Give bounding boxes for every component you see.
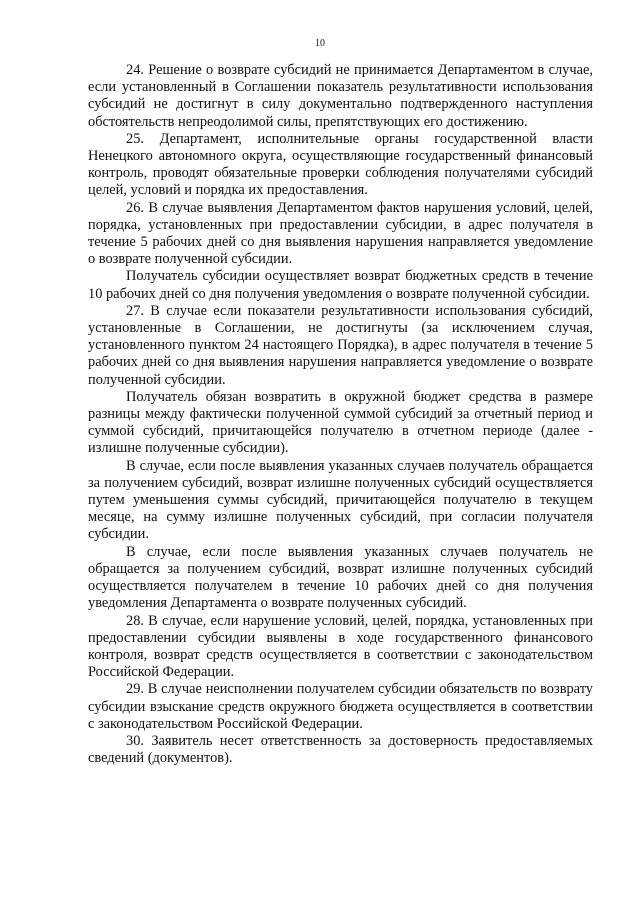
- document-body: [88, 62, 593, 767]
- paragraph-27: 27. В случае если показатели результативности использования субсидий, установленные в Соглашении, не достигнуты (за исключением случая, установленного пунктом 24 настоящего Порядка), в адрес получателя в течение 5 рабочих дней со дня выявления нарушения направляется уведомление о возврате полученной субсидии.: [88, 302, 593, 388]
- paragraph-27-case-applies: В случае, если после выявления указанных случаев получатель обращается за получением субсидий, возврат излишне полученных субсидий осуществляется путем уменьшения суммы субсидий, причитающейся получателю в текущем месяце, на сумму излишне полученных субсидий, при согласии получателя субсидии.: [88, 457, 593, 543]
- paragraph-24: 24. Решение о возврате субсидий не принимается Департаментом в случае, если установленный в Соглашении показатель результативности использования субсидий не достигнут в силу документально подтвержденного наступления обстоятельств непреодолимой силы, препятствующих его достижению.: [88, 62, 593, 130]
- paragraph-30: 30. Заявитель несет ответственность за достоверность предоставляемых сведений (документов).: [88, 732, 593, 767]
- paragraph-25: 25. Департамент, исполнительные органы государственной власти Ненецкого автономного округа, осуществляющие государственный финансовый контроль, проводят обязательные проверки соблюдения получателями субсидий целей, условий и порядка их предоставления.: [88, 130, 593, 199]
- paragraph-28: 28. В случае, если нарушение условий, целей, порядка, установленных при предоставлении субсидии выявлены в ходе государственного финансового контроля, возврат средств осуществляется в соответствии с законодательством Российской Федерации.: [88, 612, 593, 681]
- paragraph-27-case-not-applies: В случае, если после выявления указанных случаев получатель не обращается за получением субсидий, возврат излишне полученных субсидий осуществляется получателем в течение 10 рабочих дней со дня получения уведомления Департамента о возврате полученных субсидий.: [88, 543, 593, 612]
- paragraph-27-obligation: Получатель обязан возвратить в окружной бюджет средства в размере разницы между фактически полученной суммой субсидий за отчетный период и суммой субсидий, причитающейся получателю в отчетном периоде (далее - излишне полученные субсидии).: [88, 388, 593, 457]
- paragraph-29: 29. В случае неисполнении получателем субсидии обязательств по возврату субсидии взыскание средств окружного бюджета осуществляется в соответствии с законодательством Российской Федерации.: [88, 681, 593, 732]
- page-number: 10: [315, 38, 325, 49]
- paragraph-26-return: Получатель субсидии осуществляет возврат бюджетных средств в течение 10 рабочих дней со дня получения уведомления о возврате полученной субсидии.: [88, 268, 593, 302]
- paragraph-26: 26. В случае выявления Департаментом фактов нарушения условий, целей, порядка, установленных при предоставлении субсидии, в адрес получателя в течение 5 рабочих дней со дня выявления нарушения направляется уведомление о возврате полученной субсидии.: [88, 199, 593, 268]
